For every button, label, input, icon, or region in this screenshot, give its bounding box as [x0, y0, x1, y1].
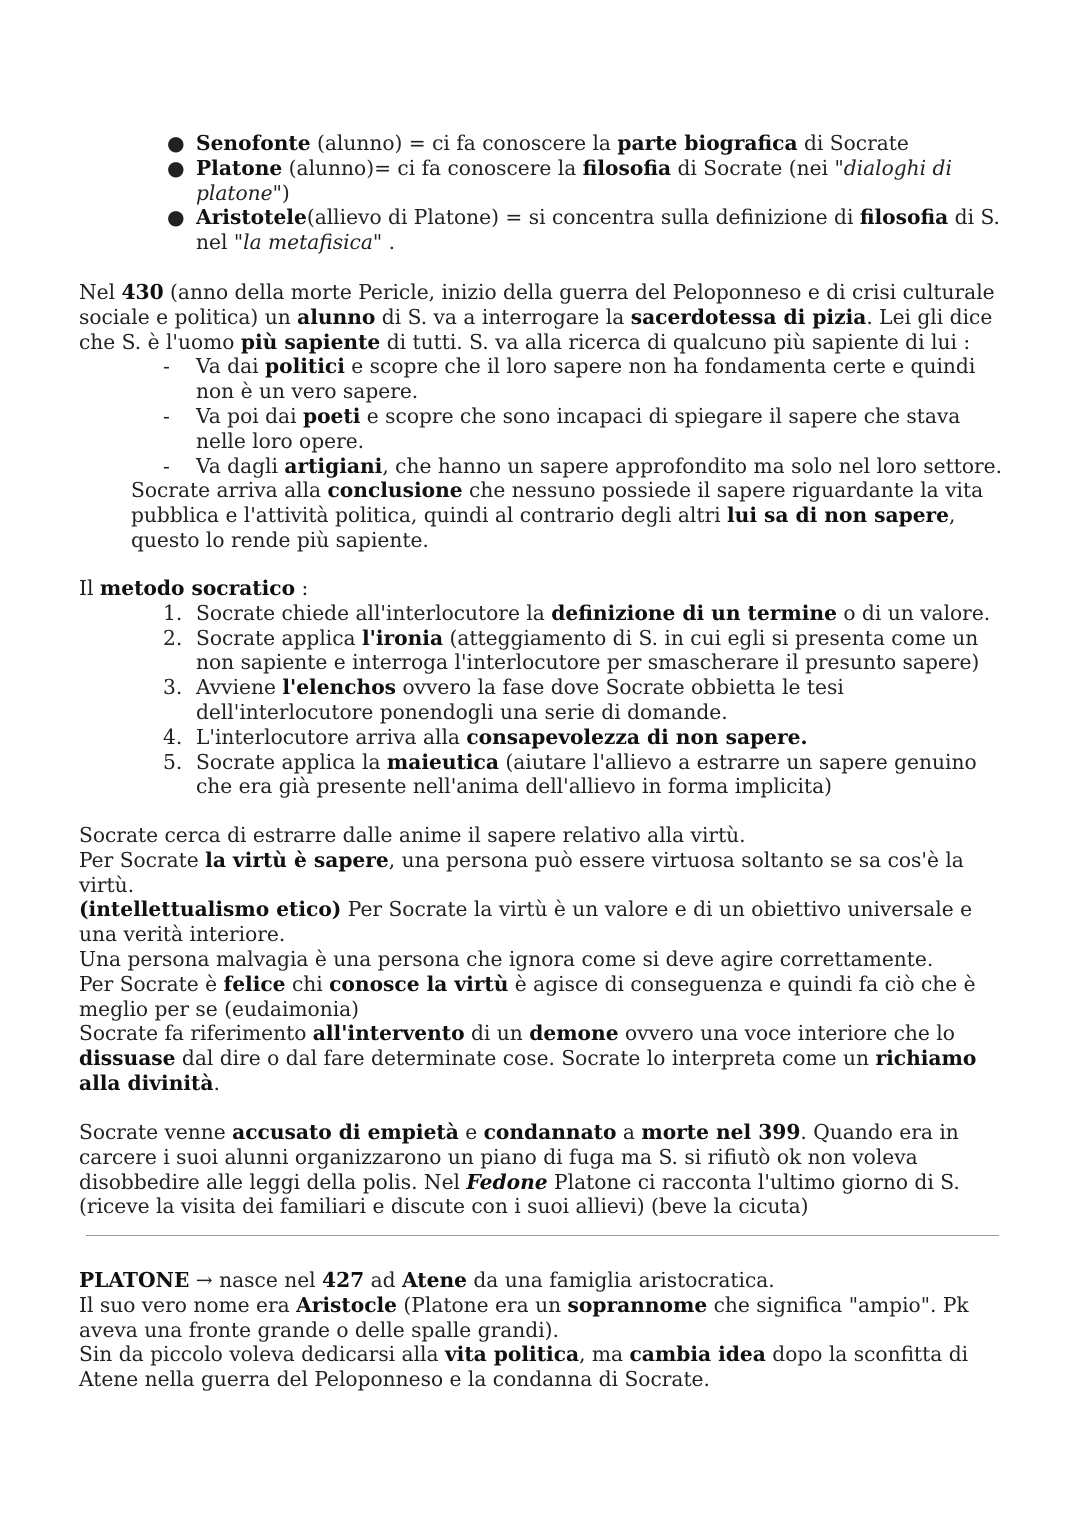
list-item: - Va poi dai poeti e scopre che sono incapaci di spiegare il sapere che stava nelle loro opere.	[163, 403, 961, 453]
list-item: ● Aristotele(allievo di Platone) = si concentra sulla definizione di filosofia di S. nel "la metafisica" .	[167, 205, 1000, 255]
visits-list	[79, 354, 1009, 478]
platone-line: Il suo vero nome era Aristocle (Platone era un soprannome che significa "ampio". Pk aveva una fronte grande o delle spalle grandi).	[79, 1292, 969, 1342]
virtue-line: Socrate cerca di estrarre dalle anime il sapere relativo alla virtù.	[79, 823, 746, 847]
dash-icon: -	[163, 403, 170, 428]
virtue-line: Per Socrate la virtù è sapere, una persona può essere virtuosa soltanto se sa cos'è la virtù.	[79, 847, 964, 897]
oracle-paragraph: Nel 430 (anno della morte Pericle, inizio della guerra del Peloponneso e di crisi culturale sociale e politica) un alunno di S. va a interrogare la sacerdotessa di pizia. Lei gli dice che S. è l'uomo più sapiente di tutti. S. va alla ricerca di qualcuno più sapiente di lui :	[79, 280, 995, 354]
source-name: Aristotele	[196, 205, 307, 230]
source-name: Platone	[196, 155, 283, 180]
sources-section	[79, 131, 1009, 255]
bullet-icon: ●	[167, 205, 185, 230]
step-number: 2.	[163, 625, 183, 650]
method-steps	[79, 601, 1009, 799]
virtue-line: (intellettualismo etico) Per Socrate la virtù è un valore e di un obiettivo universale e una verità interiore.	[79, 897, 973, 947]
list-item: 5. Socrate applica la maieutica (aiutare l'allievo a estrarre un sapere genuino che era già presente nell'anima dell'allievo in forma implicita)	[163, 749, 977, 799]
dash-icon: -	[163, 354, 170, 379]
virtue-section	[79, 823, 1009, 1021]
oracle-section	[79, 280, 1009, 553]
dash-icon: -	[163, 453, 170, 478]
death-paragraph: Socrate venne accusato di empietà e condannato a morte nel 399. Quando era in carcere i suoi alunni organizzarono un piano di fuga ma S. si rifiutò ok non voleva disobbedire alle leggi della polis. Nel Fedone Platone ci racconta l'ultimo giorno di S. (riceve la visita dei familiari e discute con i suoi allievi) (beve la cicuta)	[79, 1120, 960, 1219]
list-item: ● Platone (alunno)= ci fa conoscere la filosofia di Socrate (nei "dialoghi di platone")	[167, 155, 952, 205]
sources-list	[79, 131, 1009, 255]
virtue-line: Una persona malvagia è una persona che ignora come si deve agire correttamente.	[79, 946, 934, 971]
step-number: 5.	[163, 749, 183, 774]
list-item: 4. L'interlocutore arriva alla consapevolezza di non sapere.	[163, 724, 808, 749]
bullet-icon: ●	[167, 155, 185, 180]
demon-section	[79, 1021, 1009, 1095]
section-divider	[86, 1235, 999, 1236]
conclusion-paragraph: Socrate arriva alla conclusione che nessuno possiede il sapere riguardante la vita pubblica e l'attività politica, quindi al contrario degli altri lui sa di non sapere, questo lo rende più sapiente.	[131, 478, 984, 552]
virtue-line: Per Socrate è felice chi conosce la virtù è agisce di conseguenza e quindi fa ciò che è meglio per se (eudaimonia)	[79, 971, 976, 1021]
step-number: 3.	[163, 675, 183, 700]
list-item: - Va dai politici e scopre che il loro sapere non ha fondamenta certe e quindi non è un vero sapere.	[163, 354, 976, 404]
platone-section	[79, 1268, 1009, 1392]
list-item: 1. Socrate chiede all'interlocutore la definizione di un termine o di un valore.	[163, 600, 991, 625]
list-item: 2. Socrate applica l'ironia (atteggiamento di S. in cui egli si presenta come un non sapiente e interroga l'interlocutore per smascherare il presunto sapere)	[163, 625, 980, 675]
demon-paragraph: Socrate fa riferimento all'intervento di un demone ovvero una voce interiore che lo dissuase dal dire o dal fare determinate cose. Socrate lo interpreta come un richiamo alla divinità.	[79, 1021, 977, 1095]
platone-line: PLATONE → nasce nel 427 ad Atene da una famiglia aristocratica.	[79, 1268, 775, 1292]
source-name: Senofonte	[196, 131, 311, 155]
step-number: 1.	[163, 600, 183, 625]
method-heading: Il metodo socratico :	[79, 576, 309, 600]
method-section	[79, 576, 1009, 799]
platone-line: Sin da piccolo voleva dedicarsi alla vita politica, ma cambia idea dopo la sconfitta di Atene nella guerra del Peloponneso e la condanna di Socrate.	[79, 1342, 969, 1392]
bullet-icon: ●	[167, 131, 185, 155]
step-number: 4.	[163, 724, 183, 749]
list-item: ● Senofonte (alunno) = ci fa conoscere la parte biografica di Socrate	[167, 131, 909, 155]
list-item: 3. Avviene l'elenchos ovvero la fase dove Socrate obbietta le tesi dell'interlocutore ponendogli una serie di domande.	[163, 675, 844, 724]
list-item: - Va dagli artigiani, che hanno un sapere approfondito ma solo nel loro settore.	[163, 453, 1002, 478]
death-section	[79, 1120, 1009, 1219]
